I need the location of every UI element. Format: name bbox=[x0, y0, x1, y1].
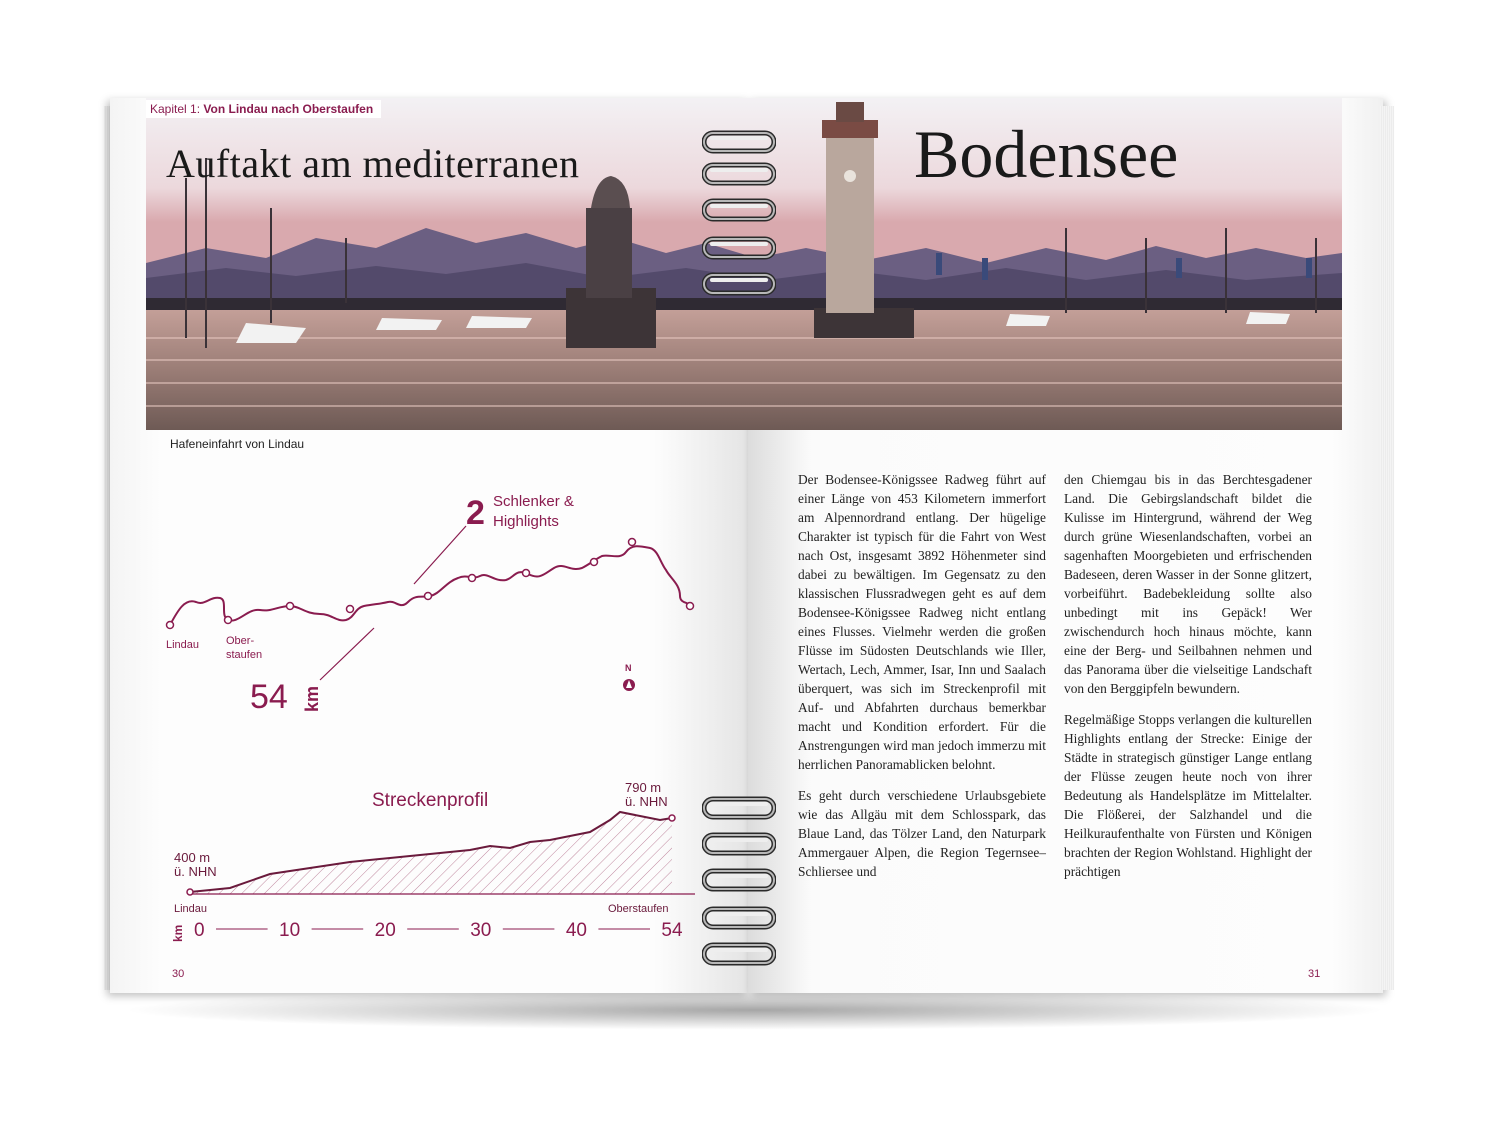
highlight-marker bbox=[687, 603, 694, 610]
paragraph: Der Bodensee-Königssee Radweg führt auf einer Länge von 453 Kilometern immerfort am Alpennordrand entlang. Der hügelige Charakter ist typisch für die Fahrt von West nach Ost, insgesamt 3892 Höhenmeter sind dabei zu bewältigen. Im Gegensatz zu den klassischen Flussradwegen geht es auf dem Bodensee-Königssee Radweg nicht entlang eines Flusses. Vielmehr werden die großen Flüsse im Südosten Deutschlands wie Iller, Wertach, Lech, Ammer, Isar, Inn und Saalach überquert, was sich im Streckenprofil mit Auf- und Abfahrten durchaus bemerkbar macht und Kondition erfordert. Für die Anstrengungen wird man jedoch immerzu mit herrlichen Panoramablicken belohnt. bbox=[798, 472, 1046, 772]
highlights-number: 2 bbox=[466, 494, 485, 532]
start-elevation-1: 400 m bbox=[174, 850, 211, 865]
distance-unit: km bbox=[302, 685, 322, 712]
binding-ring bbox=[702, 904, 776, 932]
binding-ring bbox=[702, 270, 776, 298]
profile-end-marker bbox=[669, 815, 675, 821]
page-number-right: 31 bbox=[1308, 968, 1321, 980]
highlights-leader bbox=[414, 526, 466, 584]
paragraph: den Chiemgau bis in das Berchtesgadener Land. Die Gebirgslandschaft bildet die Kulisse im Hintergrund, während der Weg durch grüne Wiesenlandschaften, vorbei an sagenhaften Moorgebieten und erfrischenden Badeseen, deren Wasser in der Sonne glitzert, vorbeiführt. Badebekleidung sollte also unbedingt mit ins Gepäck! Wer zwischendurch hoch hinaus möchte, kann eine der Berg- und Seilbahnen nehmen und das Panorama über die vielseitige Landschaft von den Berggipfeln bewundern. bbox=[1064, 472, 1312, 696]
profile-start-place: Lindau bbox=[174, 903, 208, 915]
chapter-prefix: Kapitel 1: bbox=[150, 102, 201, 116]
profile-end-place: Oberstaufen bbox=[608, 903, 669, 915]
highlight-marker bbox=[347, 606, 354, 613]
headline-right: Bodensee bbox=[914, 116, 1179, 192]
axis-tick-label: 40 bbox=[565, 920, 587, 941]
elevation-profile bbox=[150, 770, 710, 950]
start-label: Lindau bbox=[166, 639, 200, 651]
binding-ring bbox=[702, 160, 776, 188]
end-elevation-2: ü. NHN bbox=[625, 794, 668, 809]
route-map bbox=[150, 480, 710, 730]
axis-tick-label: 20 bbox=[374, 920, 396, 941]
end-label-1: Ober- bbox=[226, 635, 255, 647]
axis-tick-label: 30 bbox=[470, 920, 492, 941]
distance-leader bbox=[320, 628, 374, 680]
axis-unit: km bbox=[171, 924, 185, 942]
binding-ring bbox=[702, 794, 776, 822]
paragraph: Es geht durch verschiedene Urlaubsgebiete wie das Allgäu mit dem Schlosspark, das Blaue Land, das Tölzer Land, den Naturpark Ammergauer Alpen, die Region Tegernsee–Schliersee und bbox=[798, 788, 1046, 879]
binding-ring bbox=[702, 196, 776, 224]
axis-tick-label: 10 bbox=[279, 920, 301, 941]
page-number-left: 30 bbox=[172, 968, 185, 980]
profile-start-marker bbox=[187, 889, 193, 895]
chapter-title: Von Lindau nach Oberstaufen bbox=[203, 102, 374, 116]
highlight-marker bbox=[167, 622, 174, 629]
page-edge-right bbox=[1380, 106, 1394, 990]
axis-ticks bbox=[194, 920, 683, 941]
end-label-2: staufen bbox=[226, 649, 263, 661]
text-column-2 bbox=[1064, 470, 1312, 893]
photo-caption: Hafeneinfahrt von Lindau bbox=[170, 437, 305, 451]
north-label: N bbox=[625, 663, 632, 673]
chapter-tag bbox=[146, 100, 381, 118]
route-line bbox=[170, 546, 690, 625]
highlights-label-1: Schlenker & bbox=[493, 493, 574, 510]
highlight-marker bbox=[287, 603, 294, 610]
binding-ring bbox=[702, 866, 776, 894]
highlight-marker bbox=[629, 539, 636, 546]
highlight-marker bbox=[469, 575, 476, 582]
start-elevation-2: ü. NHN bbox=[174, 864, 217, 879]
compass-icon bbox=[623, 679, 635, 691]
axis-tick-label: 54 bbox=[661, 920, 683, 941]
profile-title: Streckenprofil bbox=[372, 790, 489, 811]
paragraph: Regelmäßige Stopps verlangen die kulturellen Highlights entlang der Strecke: Einige der Städte in strategisch günstiger Lange entlang der Flüsse zeugen heute noch von ihrer Bedeutung als Handelsplätze im Mittelalter. Die Flößerei, der Salzhandel und die Heilkuraufenthalte von Fürsten und Königen brachten der Region Wohlstand. Highlight der prächtigen bbox=[1064, 712, 1312, 879]
highlight-marker bbox=[523, 570, 530, 577]
binding-ring bbox=[702, 830, 776, 858]
axis-tick-label: 0 bbox=[194, 920, 205, 941]
distance-value: 54 bbox=[250, 678, 288, 716]
headline-left: Auftakt am mediterranen bbox=[166, 141, 580, 186]
highlight-marker bbox=[591, 559, 598, 566]
highlights-label-2: Highlights bbox=[493, 513, 559, 530]
book-shadow bbox=[120, 990, 1390, 1030]
highlight-marker bbox=[225, 617, 232, 624]
binding-ring bbox=[702, 128, 776, 156]
end-elevation-1: 790 m bbox=[625, 780, 662, 795]
text-column-1 bbox=[798, 470, 1046, 893]
binding-ring bbox=[702, 234, 776, 262]
binding-ring bbox=[702, 940, 776, 968]
highlight-marker bbox=[425, 593, 432, 600]
